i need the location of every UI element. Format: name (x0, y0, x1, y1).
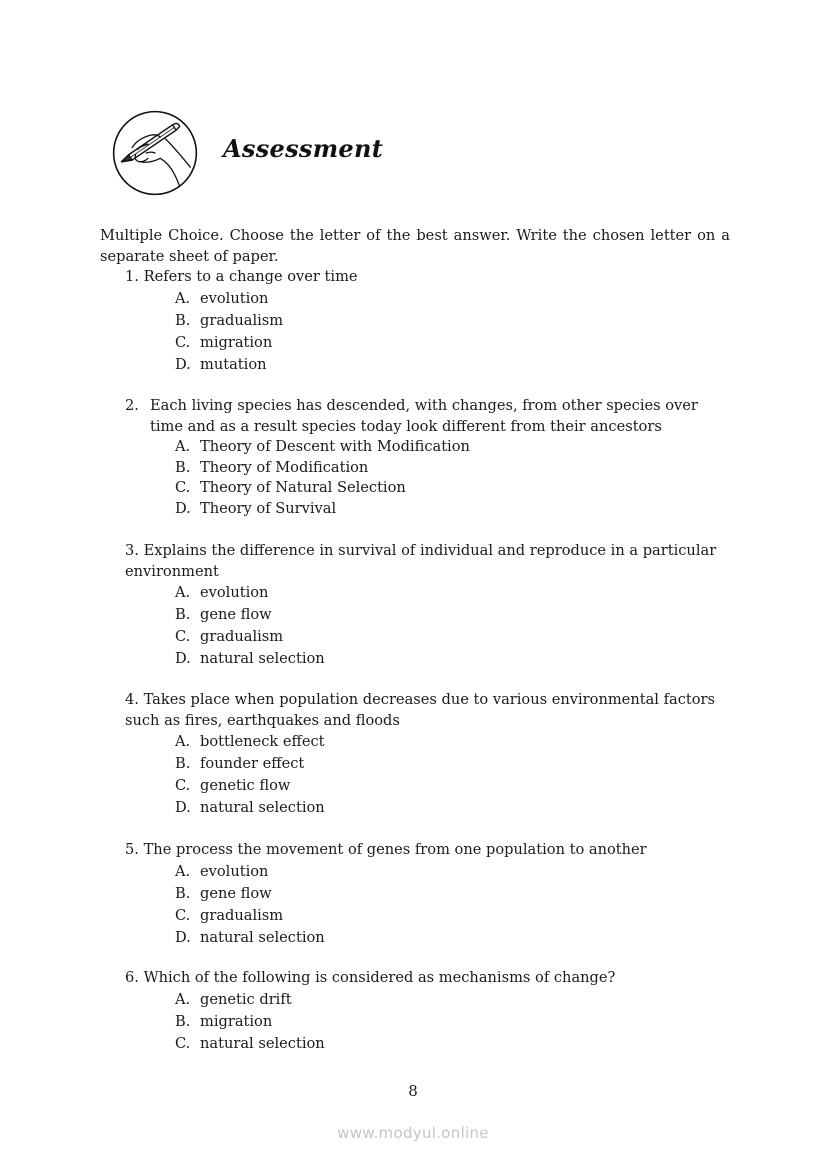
options-list (125, 437, 730, 520)
option-a[interactable]: A. Theory of Descent with Modification (175, 438, 470, 455)
question-stem (125, 968, 730, 989)
option-a[interactable]: A. evolution (175, 584, 269, 601)
options-list (125, 861, 730, 949)
option-b[interactable]: B. migration (175, 1012, 273, 1030)
question-stem (125, 541, 730, 582)
hand-writing-pencil-icon (111, 109, 199, 197)
option-d[interactable]: D. mutation (175, 355, 267, 373)
option-a[interactable]: A. genetic drift (175, 990, 292, 1008)
option-c[interactable]: C. genetic flow (175, 777, 291, 794)
question-number: 1. (125, 268, 139, 285)
question-number: 6. (125, 969, 139, 986)
question-stem (125, 267, 730, 288)
question-4 (125, 690, 730, 819)
option-d[interactable]: D. natural selection (175, 650, 325, 667)
option-b[interactable]: B. gene flow (175, 606, 272, 623)
question-text: Explains the difference in survival of individual and reproduce in a particular environment (125, 542, 717, 580)
question-6 (125, 968, 730, 1055)
page-title: Assessment (223, 134, 384, 163)
option-a[interactable]: A. evolution (175, 862, 269, 880)
options-list (125, 989, 730, 1055)
page-number: 8 (408, 1082, 418, 1100)
question-number: 3. (125, 542, 139, 559)
option-c[interactable]: C. migration (175, 333, 273, 351)
question-stem (125, 690, 730, 731)
option-c[interactable]: C. gradualism (175, 628, 284, 645)
question-text: Each living species has descended, with changes, from other species over time and as a result species today look different from their ancestors (150, 397, 698, 435)
question-1 (125, 267, 730, 376)
question-3 (125, 541, 730, 670)
question-number: 5. (125, 841, 139, 858)
question-text: Takes place when population decreases due to various environmental factors such as fires, earthquakes and floods (125, 691, 715, 729)
option-d[interactable]: D. natural selection (175, 928, 325, 946)
option-c[interactable]: C. Theory of Natural Selection (175, 479, 406, 497)
watermark-text: www.modyul.online (337, 1124, 489, 1142)
question-number: 4. (125, 691, 139, 708)
question-text: Refers to a change over time (143, 268, 358, 285)
option-c[interactable]: C. gradualism (175, 906, 284, 924)
options-list (125, 288, 730, 376)
section-header (111, 108, 199, 198)
question-2 (125, 396, 730, 520)
option-d[interactable]: D. natural selection (175, 799, 325, 816)
question-5 (125, 840, 730, 949)
question-stem (125, 396, 730, 437)
option-a[interactable]: A. bottleneck effect (175, 733, 325, 750)
question-text: Which of the following is considered as mechanisms of change? (143, 969, 616, 986)
option-b[interactable]: B. Theory of Modification (175, 458, 369, 476)
option-b[interactable]: B. founder effect (175, 755, 305, 772)
question-text: The process the movement of genes from one population to another (143, 841, 647, 858)
question-stem (125, 840, 730, 861)
options-list (125, 582, 730, 670)
options-list (125, 731, 730, 819)
option-a[interactable]: A. evolution (175, 289, 269, 307)
option-d[interactable]: D. Theory of Survival (175, 500, 337, 518)
option-b[interactable]: B. gradualism (175, 311, 284, 329)
option-c[interactable]: C. natural selection (175, 1034, 325, 1052)
question-number: 2. (125, 397, 139, 414)
instructions-text: Multiple Choice. Choose the letter of the best answer. Write the chosen letter on a separate sheet of paper. (100, 227, 730, 265)
option-b[interactable]: B. gene flow (175, 884, 272, 902)
